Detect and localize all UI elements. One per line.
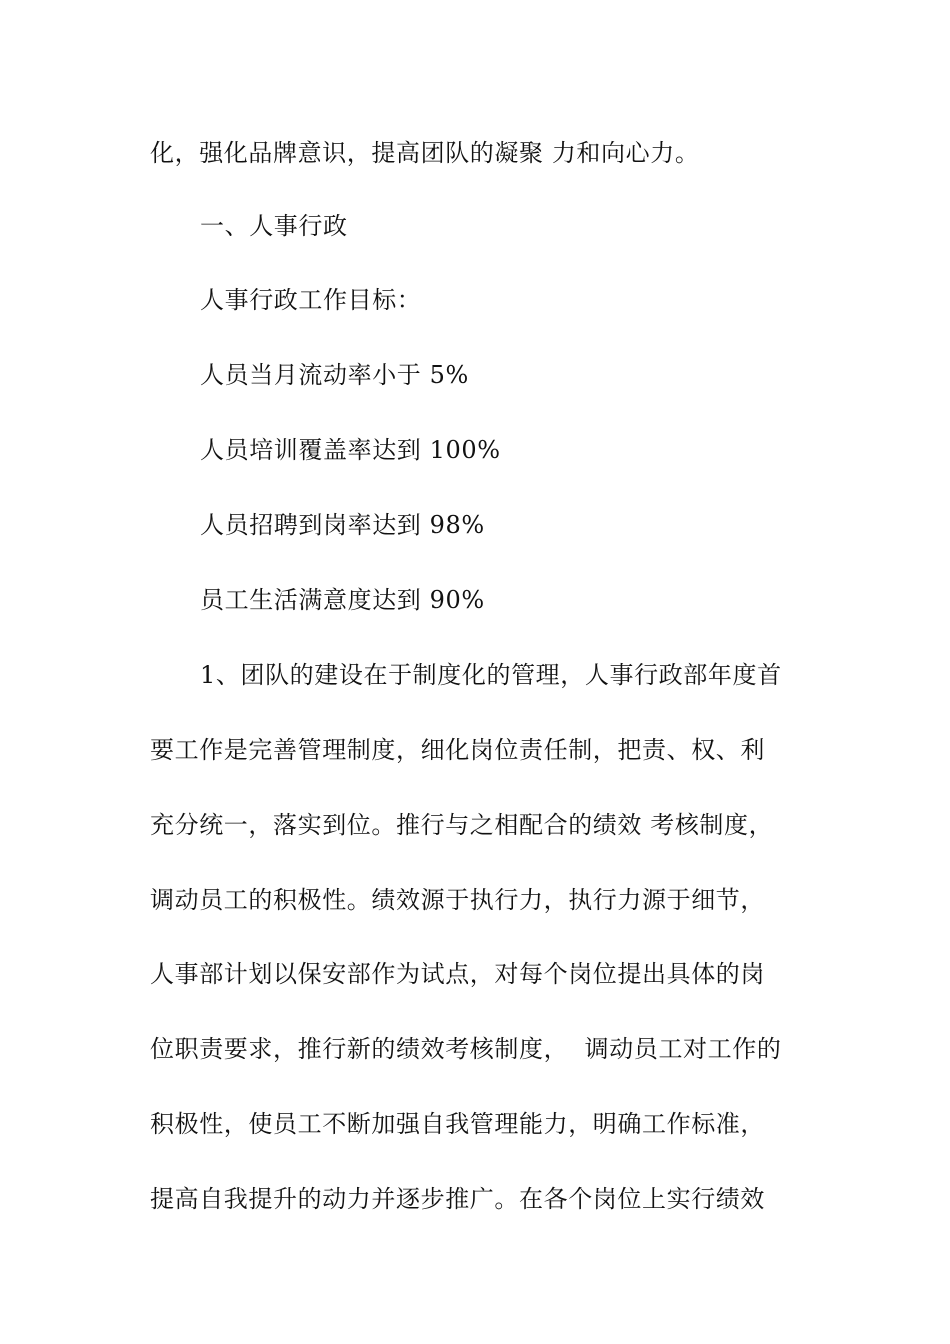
paragraph-line: 人事部计划以保安部作为试点，对每个岗位提出具体的岗: [150, 960, 765, 988]
paragraph-line: 位职责要求，推行新的绩效考核制度， 调动员工对工作的: [150, 1035, 782, 1063]
goals-heading: 人事行政工作目标：: [200, 286, 422, 314]
goal-recruitment-rate: 人员招聘到岗率达到 98%: [200, 511, 485, 539]
goal-training-coverage: 人员培训覆盖率达到 100%: [200, 436, 501, 464]
paragraph-line: 1、团队的建设在于制度化的管理，人事行政部年度首: [200, 661, 782, 689]
section-heading-personnel-admin: 一、人事行政: [200, 212, 348, 240]
goal-satisfaction: 员工生活满意度达到 90%: [200, 586, 485, 614]
paragraph-line-continuation: 化，强化品牌意识，提高团队的凝聚 力和向心力。: [150, 139, 700, 167]
goal-turnover-rate: 人员当月流动率小于 5%: [200, 361, 469, 389]
paragraph-line: 调动员工的积极性。绩效源于执行力，执行力源于细节，: [150, 886, 765, 914]
paragraph-line: 提高自我提升的动力并逐步推广。在各个岗位上实行绩效: [150, 1185, 765, 1213]
paragraph-line: 充分统一，落实到位。推行与之相配合的绩效 考核制度，: [150, 811, 774, 839]
paragraph-line: 积极性，使员工不断加强自我管理能力，明确工作标准，: [150, 1110, 765, 1138]
paragraph-line: 要工作是完善管理制度，细化岗位责任制，把责、权、利: [150, 736, 765, 764]
